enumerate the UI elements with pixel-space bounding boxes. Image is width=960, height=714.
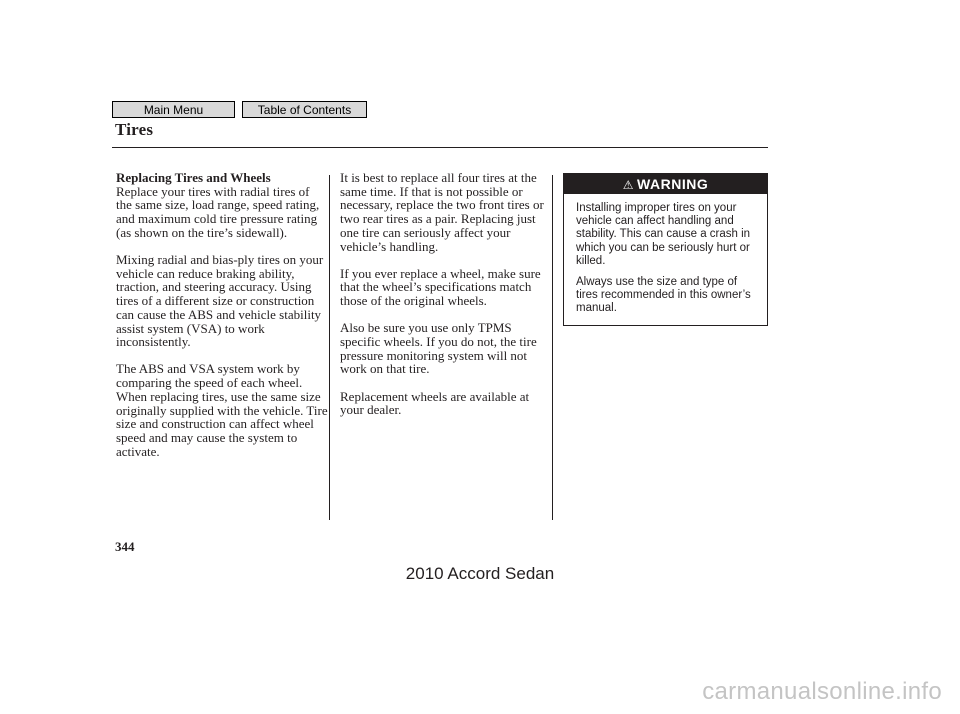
paragraph: If you ever replace a wheel, make sure that the wheel’s specifications match those of the original wheels.: [340, 265, 541, 309]
paragraph: Replacement wheels are available at your dealer.: [340, 388, 530, 418]
main-menu-button[interactable]: Main Menu: [112, 101, 235, 118]
table-of-contents-button[interactable]: Table of Contents: [242, 101, 367, 118]
warning-triangle-icon: ⚠: [622, 178, 635, 192]
paragraph: Mixing radial and bias-ply tires on your vehicle can reduce braking ability, traction, and steering accuracy. Using tires of a different size or construction can cause the ABS and vehicle stability assist system (VSA) to work inconsistently.: [116, 252, 324, 350]
text-column-1: [116, 171, 328, 472]
warning-body: [564, 194, 767, 316]
subheading: Replacing Tires and Wheels: [116, 170, 271, 185]
warning-paragraph: Always use the size and type of tires recommended in this owner’s manual.: [576, 276, 751, 315]
paragraph: The ABS and VSA system work by comparing the speed of each wheel. When replacing tires, use the same size originally supplied with the vehicle. Tire size and construction can affect wheel speed and may cause the system to activate.: [116, 361, 328, 459]
warning-box: [563, 173, 768, 326]
warning-label: WARNING: [637, 176, 709, 192]
column-divider: [552, 175, 553, 520]
paragraph: Replace your tires with radial tires of the same size, load range, speed rating, and maximum cold tire pressure rating (as shown on the tire’s sidewall).: [116, 183, 320, 240]
page-title: Tires: [115, 120, 154, 139]
warning-header: [564, 174, 767, 194]
watermark: carmanualsonline.info: [702, 678, 942, 705]
page-number: 344: [115, 539, 135, 554]
column-divider: [329, 175, 330, 520]
footer-model-name: 2010 Accord Sedan: [405, 564, 555, 583]
text-column-2: [340, 171, 548, 431]
warning-paragraph: Installing improper tires on your vehicle can affect handling and stability. This can cause a crash in which you can be seriously hurt or killed.: [576, 202, 751, 267]
header-rule: [112, 147, 768, 148]
paragraph: It is best to replace all four tires at the same time. If that is not possible or necessary, replace the two front tires or two rear tires as a pair. Replacing just one tire can seriously affect your vehicle’s handling.: [340, 170, 544, 254]
paragraph: Also be sure you use only TPMS specific wheels. If you do not, the tire pressure monitoring system will not work on that tire.: [340, 320, 537, 377]
